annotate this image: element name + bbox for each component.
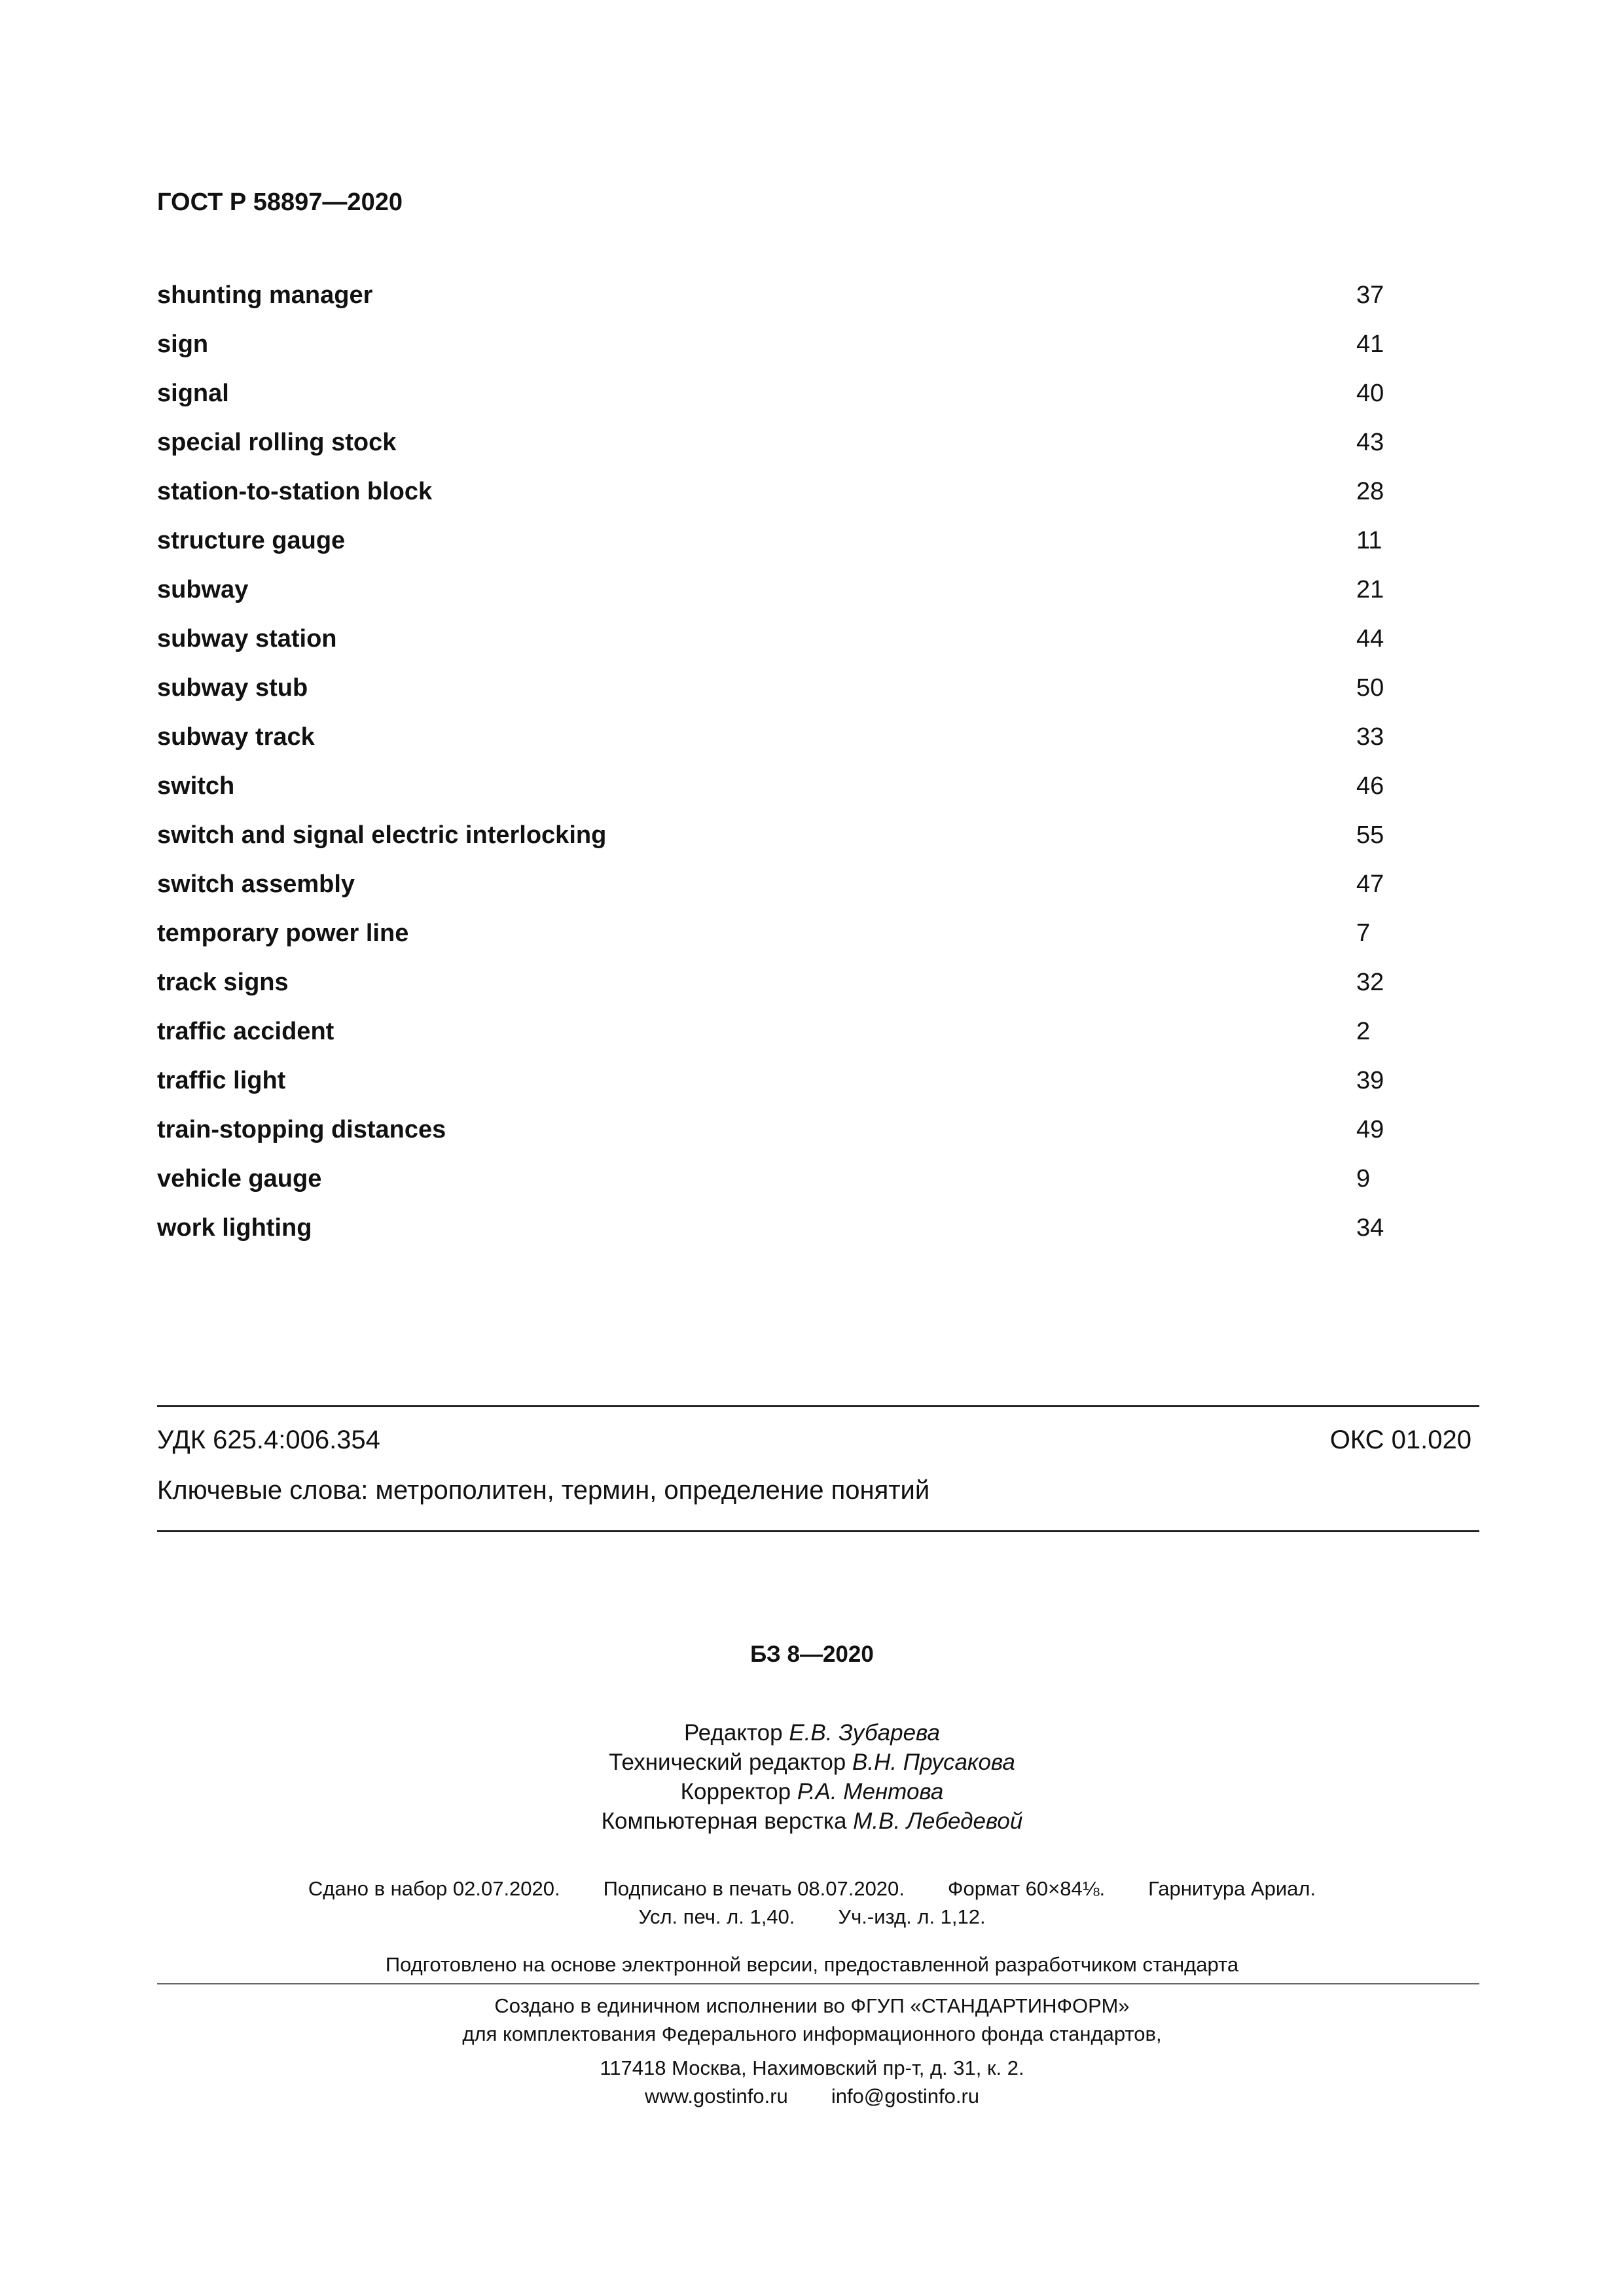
credit-role: Компьютерная верстка [601, 1808, 847, 1834]
credit-name: В.Н. Прусакова [852, 1749, 1015, 1775]
print-info-line2 [0, 1903, 1624, 1931]
index-term: train-stopping distances [157, 1116, 446, 1143]
index-term: traffic accident [157, 1018, 334, 1045]
index-term: shunting manager [157, 281, 373, 309]
index-term: temporary power line [157, 920, 409, 947]
publication-sheets: Уч.-изд. л. 1,12. [838, 1905, 986, 1928]
credit-line [0, 1806, 1624, 1836]
credit-line [0, 1718, 1624, 1748]
index-page-number: 50 [1356, 674, 1384, 702]
index-row [157, 429, 1388, 478]
index-row [157, 527, 1388, 576]
index-page-number: 43 [1356, 429, 1384, 456]
index-page-number: 28 [1356, 478, 1384, 505]
signed-date: Подписано в печать 08.07.2020. [603, 1877, 905, 1900]
index-row [157, 969, 1388, 1018]
index-term: switch [157, 772, 235, 800]
email-link[interactable]: info@gostinfo.ru [831, 2085, 980, 2108]
index-row [157, 1165, 1388, 1214]
bottom-divider [157, 1530, 1479, 1532]
index-term: sign [157, 331, 209, 358]
index-page-number: 21 [1356, 576, 1384, 603]
index-page-number: 49 [1356, 1116, 1384, 1143]
index-row [157, 625, 1388, 674]
index-row [157, 1067, 1388, 1116]
print-info-line1 [0, 1874, 1624, 1903]
index-page-number: 34 [1356, 1214, 1384, 1242]
index-row [157, 674, 1388, 723]
index-row [157, 281, 1388, 331]
publisher-line1: Создано в единичном исполнении во ФГУП «СТАНДАРТИНФОРМ» [494, 1994, 1130, 2017]
index-page-number: 46 [1356, 772, 1384, 800]
website-link[interactable]: www.gostinfo.ru [644, 2085, 788, 2108]
index-row [157, 821, 1388, 870]
index-row [157, 920, 1388, 969]
index-page-number: 37 [1356, 281, 1384, 309]
index-term: subway stub [157, 674, 308, 702]
credit-line [0, 1777, 1624, 1806]
index-term: subway track [157, 723, 315, 751]
index-row [157, 331, 1388, 380]
top-divider [157, 1405, 1479, 1407]
index-page-number: 47 [1356, 870, 1384, 898]
credits-block [0, 1718, 1624, 1836]
index-term: signal [157, 380, 229, 407]
index-term: station-to-station block [157, 478, 433, 505]
bz-number: БЗ 8—2020 [750, 1641, 874, 1667]
document-header: ГОСТ Р 58897—2020 [157, 188, 403, 216]
oks-code: ОКС 01.020 [1329, 1426, 1471, 1454]
publisher-divider [157, 1983, 1479, 1984]
index-term: structure gauge [157, 527, 346, 554]
index-row [157, 380, 1388, 429]
index-row [157, 723, 1388, 772]
index-row [157, 576, 1388, 625]
index-term: special rolling stock [157, 429, 397, 456]
index-page-number: 33 [1356, 723, 1384, 751]
index-page-number: 11 [1356, 527, 1382, 554]
publisher-line2: для комплектования Федерального информационного фонда стандартов, [462, 2022, 1162, 2045]
index-page-number: 2 [1356, 1018, 1371, 1045]
font-info: Гарнитура Ариал. [1148, 1877, 1316, 1900]
submitted-date: Сдано в набор 02.07.2020. [308, 1877, 560, 1900]
index-term: subway station [157, 625, 337, 653]
credit-role: Технический редактор [609, 1749, 846, 1775]
index-term: track signs [157, 969, 289, 996]
publisher-address: 117418 Москва, Нахимовский пр-т, д. 31, к. 2. [600, 2056, 1024, 2079]
index-page-number: 40 [1356, 380, 1384, 407]
index-term: work lighting [157, 1214, 312, 1242]
index-row [157, 1018, 1388, 1067]
print-sheets: Усл. печ. л. 1,40. [638, 1905, 795, 1928]
index-term: switch and signal electric interlocking [157, 821, 607, 849]
paper-format: Формат 60×84⅛. [947, 1877, 1106, 1900]
index-page-number: 41 [1356, 331, 1384, 358]
index-row [157, 772, 1388, 821]
index-page-number: 44 [1356, 625, 1384, 653]
prepared-note: Подготовлено на основе электронной версии, предоставленной разработчиком стандарта [385, 1953, 1239, 1976]
publisher-contacts [0, 2082, 1624, 2110]
index-term: vehicle gauge [157, 1165, 322, 1193]
index-row [157, 1214, 1388, 1263]
credit-name: Р.А. Ментова [797, 1779, 944, 1804]
index-row [157, 478, 1388, 527]
index-page-number: 39 [1356, 1067, 1384, 1094]
index-page-number: 32 [1356, 969, 1384, 996]
index-term: traffic light [157, 1067, 286, 1094]
index-term: switch assembly [157, 870, 355, 898]
index-row [157, 870, 1388, 920]
index-term: subway [157, 576, 249, 603]
index-row [157, 1116, 1388, 1165]
credit-name: Е.В. Зубарева [789, 1720, 941, 1746]
credit-role: Корректор [680, 1779, 791, 1804]
index-page-number: 7 [1356, 920, 1371, 947]
keywords: Ключевые слова: метрополитен, термин, определение понятий [157, 1476, 930, 1505]
credit-name: М.В. Лебедевой [853, 1808, 1023, 1834]
index-page-number: 9 [1356, 1165, 1371, 1193]
credit-role: Редактор [683, 1720, 783, 1746]
index-list [157, 281, 1388, 1263]
credit-line [0, 1748, 1624, 1777]
index-page-number: 55 [1356, 821, 1384, 849]
udk-code: УДК 625.4:006.354 [157, 1426, 380, 1454]
